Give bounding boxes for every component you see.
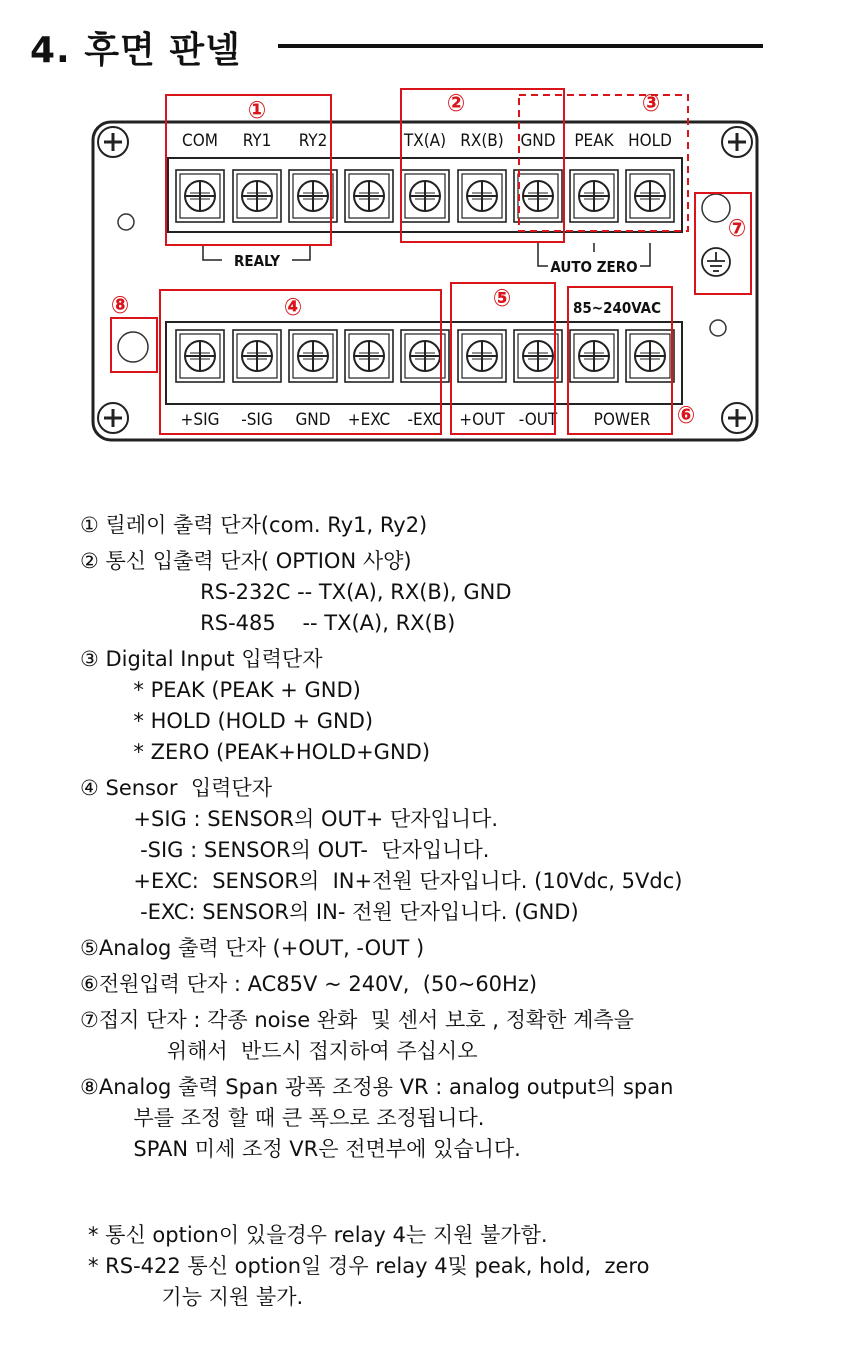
top-terminal-label: RY2 [298, 131, 328, 151]
description-line: +SIG : SENSOR의 OUT+ 단자입니다. [80, 807, 499, 831]
description-line: ⑥전원입력 단자 : AC85V ~ 240V, (50~60Hz) [80, 972, 538, 996]
description-line: ② 통신 입출력 단자( OPTION 사양) [80, 549, 412, 573]
marker-7: ⑦ [727, 214, 747, 242]
description-list [80, 510, 820, 1170]
screw-terminal [401, 170, 449, 222]
description-item [80, 1005, 820, 1067]
description-item [80, 773, 820, 928]
description-line: ④ Sensor 입력단자 [80, 776, 272, 800]
mount-screw-icon [722, 127, 752, 157]
description-line: ① 릴레이 출력 단자(com. Ry1, Ry2) [80, 513, 428, 537]
rear-panel-diagram [0, 0, 843, 470]
screw-terminal [514, 170, 562, 222]
panel-hole [710, 320, 726, 336]
description-line: RS-485 -- TX(A), RX(B) [80, 611, 456, 635]
description-line: SPAN 미세 조정 VR은 전면부에 있습니다. [80, 1137, 521, 1161]
screw-terminal [289, 170, 337, 222]
description-line: ⑦접지 단자 : 각종 noise 완화 및 센서 보호 , 정확한 계측을 [80, 1008, 634, 1032]
description-line: * PEAK (PEAK + GND) [80, 678, 361, 702]
note-line: * RS-422 통신 option일 경우 relay 4및 peak, hold, zero [88, 1254, 650, 1278]
span-vr-knob [118, 332, 148, 362]
auto-zero-label: AUTO ZERO [550, 258, 638, 276]
mount-screw-icon [722, 403, 752, 433]
screw-terminal [345, 170, 393, 222]
bottom-terminal-label: +SIG [180, 410, 220, 430]
description-line: * ZERO (PEAK+HOLD+GND) [80, 740, 431, 764]
description-item [80, 510, 820, 541]
realy-label: REALY [233, 252, 281, 270]
description-line: ③ Digital Input 입력단자 [80, 647, 323, 671]
marker-1: ① [247, 96, 267, 124]
top-terminal-label: TX(A) [403, 131, 447, 151]
note-line: * 통신 option이 있을경우 relay 4는 지원 불가함. [88, 1223, 548, 1247]
top-terminal-label: COM [182, 131, 218, 151]
screw-terminal [458, 330, 506, 382]
panel-hole [702, 194, 730, 222]
bottom-terminal-label: +EXC [347, 410, 391, 430]
description-item [80, 546, 820, 639]
description-line: ⑧Analog 출력 Span 광폭 조정용 VR : analog output의 span [80, 1075, 674, 1099]
description-line: ⑤Analog 출력 단자 (+OUT, -OUT ) [80, 936, 425, 960]
top-terminal-label: GND [520, 131, 556, 151]
screw-terminal [570, 330, 618, 382]
voltage-label: 85~240VAC [572, 299, 662, 317]
notes [88, 1220, 828, 1313]
screw-terminal [176, 170, 224, 222]
description-line: RS-232C -- TX(A), RX(B), GND [80, 580, 512, 604]
description-line: 위해서 반드시 접지하여 주십시오 [80, 1039, 478, 1063]
description-line: -EXC: SENSOR의 IN- 전원 단자입니다. (GND) [80, 900, 579, 924]
description-line: 부를 조정 할 때 큰 폭으로 조정됩니다. [80, 1106, 485, 1130]
note-line: 기능 지원 불가. [88, 1285, 304, 1309]
description-item [80, 969, 820, 1000]
screw-terminal [233, 330, 281, 382]
screw-terminal [570, 170, 618, 222]
screw-terminal [289, 330, 337, 382]
top-terminal-label: RY1 [242, 131, 272, 151]
description-line: -SIG : SENSOR의 OUT- 단자입니다. [80, 838, 490, 862]
screw-terminal [345, 330, 393, 382]
power-label: POWER [593, 410, 651, 430]
description-line: +EXC: SENSOR의 IN+전원 단자입니다. (10Vdc, 5Vdc) [80, 869, 683, 893]
top-terminal-label: RX(B) [460, 131, 504, 151]
mount-screw-icon [98, 403, 128, 433]
marker-2: ② [446, 89, 466, 117]
screw-terminal [176, 330, 224, 382]
marker-6: ⑥ [676, 401, 696, 429]
description-item [80, 1072, 820, 1165]
bottom-terminal-label: -EXC [407, 410, 443, 430]
description-item [80, 933, 820, 964]
bottom-terminal-label: -OUT [518, 410, 558, 430]
screw-terminal [626, 170, 674, 222]
panel-hole [118, 214, 134, 230]
screw-terminal [458, 170, 506, 222]
marker-8: ⑧ [110, 291, 130, 319]
top-terminal-label: HOLD [628, 131, 672, 151]
page-title: 4. 후면 판넬 [30, 30, 241, 71]
bottom-terminal-label: +OUT [459, 410, 505, 430]
top-terminal-label: PEAK [574, 131, 614, 151]
marker-3: ③ [641, 89, 661, 117]
bottom-terminal-label: -SIG [241, 410, 273, 430]
description-line: * HOLD (HOLD + GND) [80, 709, 374, 733]
mount-screw-icon [98, 127, 128, 157]
marker-4: ④ [283, 293, 303, 321]
screw-terminal [233, 170, 281, 222]
marker-5: ⑤ [492, 284, 512, 312]
screw-terminal [626, 330, 674, 382]
top-terminal-block [168, 131, 682, 232]
description-item [80, 644, 820, 768]
bottom-terminal-label: GND [295, 410, 331, 430]
